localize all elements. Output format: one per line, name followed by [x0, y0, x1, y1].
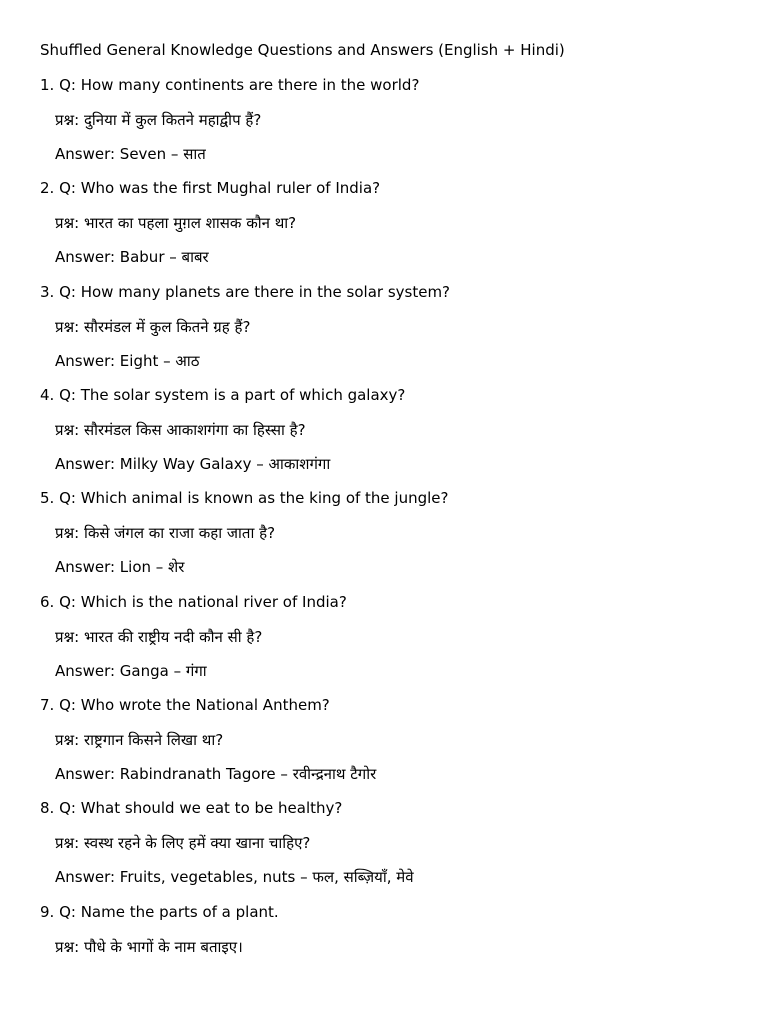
hindi-question-line: प्रश्न: सौरमंडल किस आकाशगंगा का हिस्सा है? [55, 420, 306, 439]
question-line: 8. Q: What should we eat to be healthy? [40, 799, 343, 817]
qa-item-5 [40, 488, 740, 577]
answer-line: Answer: Lion – शेर [55, 558, 185, 576]
qa-item-2 [40, 178, 740, 267]
hindi-question-line: प्रश्न: सौरमंडल में कुल कितने ग्रह हैं? [55, 317, 251, 336]
hindi-question-line: प्रश्न: राष्ट्रगान किसने लिखा था? [55, 730, 224, 749]
qa-item-3 [40, 282, 740, 371]
question-line: 6. Q: Which is the national river of India? [40, 593, 347, 611]
question-line: 1. Q: How many continents are there in the world? [40, 76, 420, 94]
qa-item-6 [40, 592, 740, 681]
answer-line: Answer: Fruits, vegetables, nuts – फल, सब्ज़ियाँ, मेवे [55, 868, 414, 886]
hindi-question-line: प्रश्न: भारत की राष्ट्रीय नदी कौन सी है? [55, 627, 263, 646]
hindi-question-line: प्रश्न: भारत का पहला मुग़ल शासक कौन था? [55, 213, 297, 232]
hindi-question-line: प्रश्न: किसे जंगल का राजा कहा जाता है? [55, 523, 276, 542]
question-line: 3. Q: How many planets are there in the solar system? [40, 283, 451, 301]
qa-item-1 [40, 75, 740, 164]
answer-line: Answer: Milky Way Galaxy – आकाशगंगा [55, 455, 331, 473]
hindi-question-line: प्रश्न: स्वस्थ रहने के लिए हमें क्या खाना चाहिए? [55, 833, 311, 852]
question-line: 4. Q: The solar system is a part of which galaxy? [40, 386, 406, 404]
question-line: 9. Q: Name the parts of a plant. [40, 903, 279, 921]
question-line: 2. Q: Who was the first Mughal ruler of India? [40, 179, 381, 197]
question-line: 7. Q: Who wrote the National Anthem? [40, 696, 330, 714]
hindi-question-line: प्रश्न: पौधे के भागों के नाम बताइए। [55, 937, 243, 956]
qa-item-4 [40, 385, 740, 474]
hindi-question-line: प्रश्न: दुनिया में कुल कितने महाद्वीप हैं? [55, 110, 262, 129]
answer-line: Answer: Babur – बाबर [55, 248, 209, 266]
answer-line: Answer: Eight – आठ [55, 352, 200, 370]
question-line: 5. Q: Which animal is known as the king of the jungle? [40, 489, 449, 507]
document-title: Shuffled General Knowledge Questions and Answers (English + Hindi) [40, 41, 565, 59]
qa-item-7 [40, 695, 740, 784]
answer-line: Answer: Ganga – गंगा [55, 662, 207, 680]
answer-line: Answer: Rabindranath Tagore – रवीन्द्रनाथ टैगोर [55, 765, 377, 783]
answer-line: Answer: Seven – सात [55, 145, 206, 163]
qa-item-8 [40, 798, 740, 887]
qa-item-9 [40, 902, 740, 957]
